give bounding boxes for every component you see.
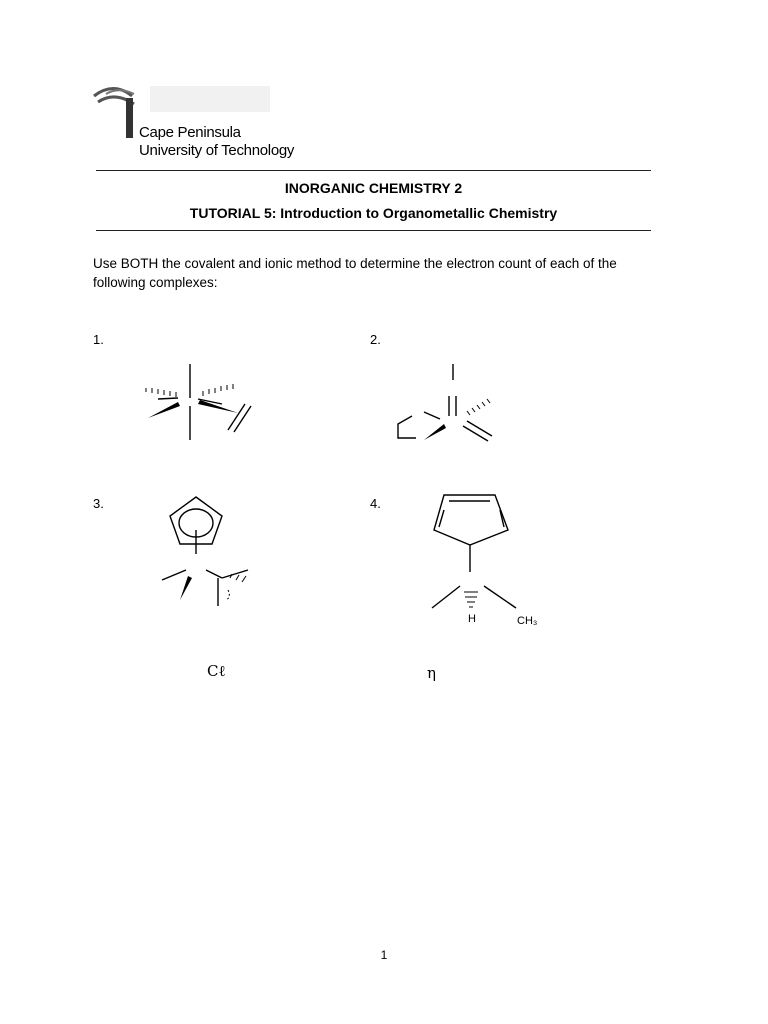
question-number-2: 2.: [370, 332, 381, 347]
hydrogen-label: H: [468, 613, 476, 625]
question-number-4: 4.: [370, 496, 381, 511]
eta-symbol: η: [427, 664, 436, 682]
course-title: INORGANIC CHEMISTRY 2: [284, 180, 463, 196]
logo-text-line2: University of Technology: [139, 142, 295, 159]
question-number-3: 3.: [93, 496, 104, 511]
question-number-1: 1.: [93, 332, 104, 347]
methyl-label: CH₃: [517, 615, 538, 627]
logo-text-line1: Cape Peninsula: [139, 124, 241, 141]
chlorine-symbol: Cℓ: [207, 662, 226, 680]
page-number: 1: [380, 948, 388, 962]
instructions: Use BOTH the covalent and ionic method to determine the electron count of each of the following complexes:: [93, 256, 617, 290]
tutorial-title: TUTORIAL 5: Introduction to Organometallic Chemistry: [189, 205, 558, 221]
